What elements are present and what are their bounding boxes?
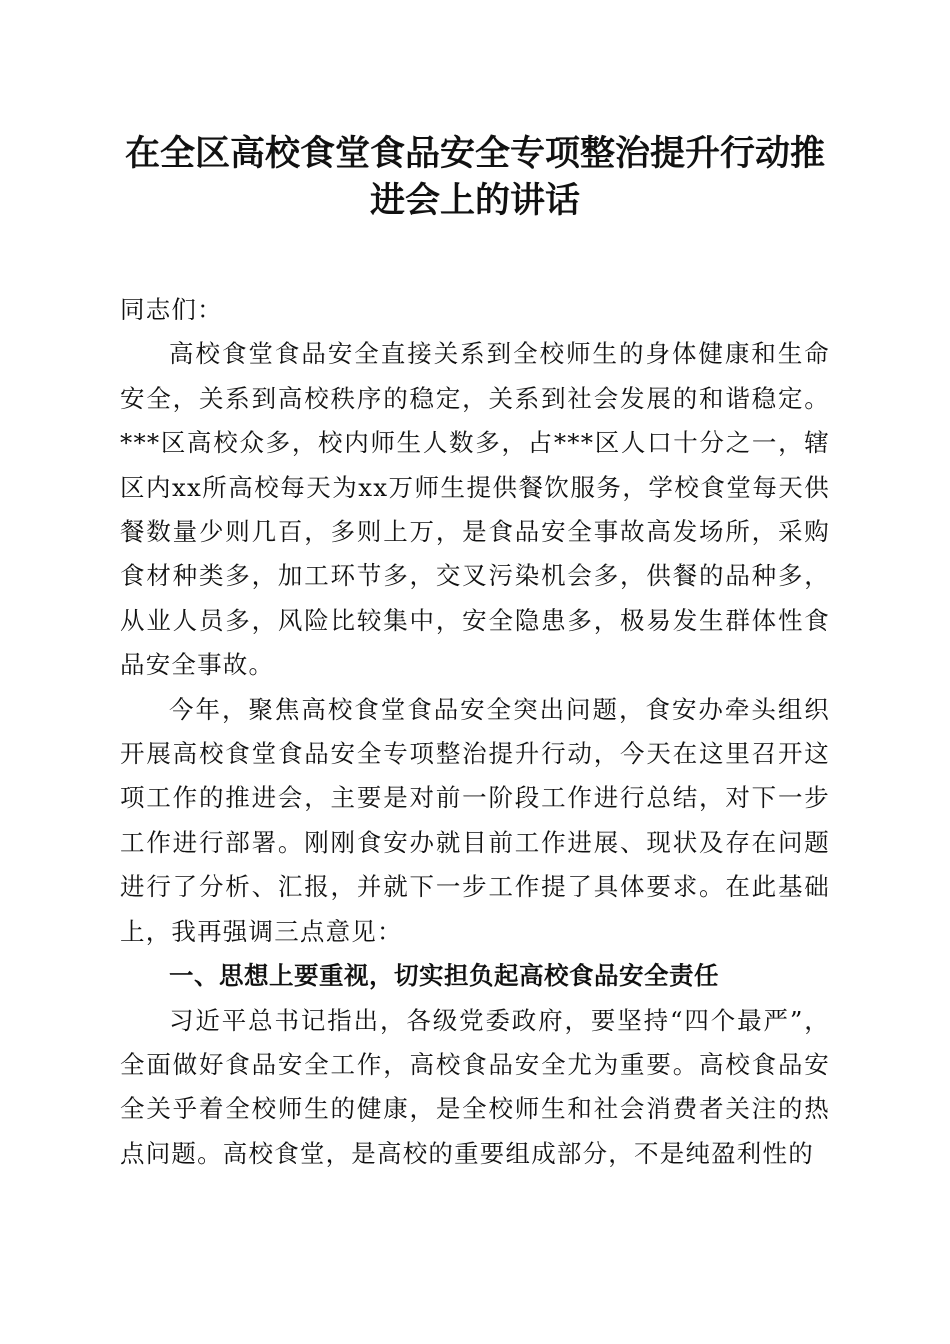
- document-title: 在全区高校食堂食品安全专项整治提升行动推进会上的讲话: [124, 133, 825, 221]
- salutation: 同志们：: [120, 295, 223, 324]
- paragraph: 今年，聚焦高校食堂食品安全突出问题，食安办牵头组织开展高校食堂食品安全专项整治提升行动，今天在这里召开这项工作的推进会，主要是对前一阶段工作进行总结，对下一步工作进行部署。刚刚食安办就目前工作进展、现状及存在问题进行了分析、汇报，并就下一步工作提了具体要求。在此基础上，我再强调三点意见：: [120, 694, 830, 946]
- document-page: [120, 130, 830, 1176]
- section-heading: 一、思想上要重视，切实担负起高校食品安全责任: [169, 961, 719, 991]
- document-body: [120, 288, 830, 1176]
- paragraph: 习近平总书记指出，各级党委政府，要坚持“四个最严”，全面做好食品安全工作，高校食品安全尤为重要。高校食品安全关乎着全校师生的健康，是全校师生和社会消费者关注的热点问题。高校食堂，是高校的重要组成部分，不是纯盈利性的: [120, 1005, 830, 1168]
- paragraph: 高校食堂食品安全直接关系到全校师生的身体健康和生命安全，关系到高校秩序的稳定，关系到社会发展的和谐稳定。***区高校众多，校内师生人数多，占***区人口十分之一，辖区内xx所高校每天为xx万师生提供餐饮服务，学校食堂每天供餐数量少则几百，多则上万，是食品安全事故高发场所，采购食材种类多，加工环节多，交叉污染机会多，供餐的品种多，从业人员多，风险比较集中，安全隐患多，极易发生群体性食品安全事故。: [120, 339, 830, 680]
